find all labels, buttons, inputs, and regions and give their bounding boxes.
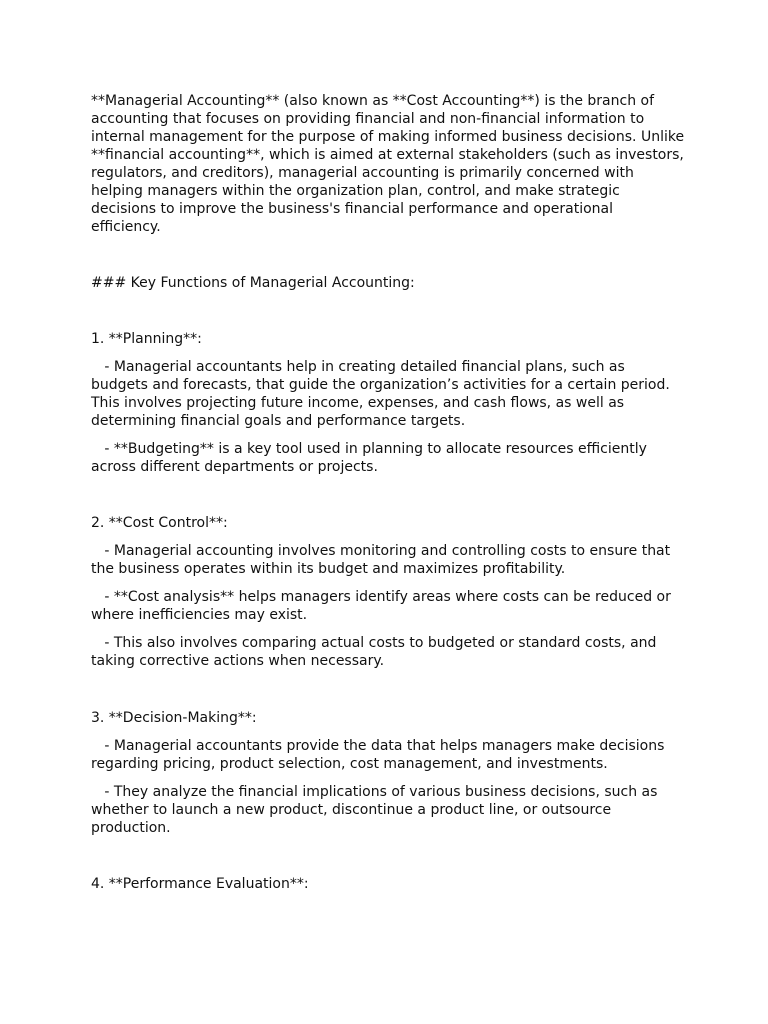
- list-item-bullet: - Managerial accountants provide the data that helps managers make decisions regarding pricing, product selection, cost management, and investments.: [91, 738, 669, 772]
- list-item-bullet: - This also involves comparing actual costs to budgeted or standard costs, and taking corrective actions when necessary.: [91, 635, 661, 669]
- list-item-bullet: - Managerial accounting involves monitoring and controlling costs to ensure that the business operates within its budget and maximizes profitability.: [91, 543, 675, 577]
- list-item-title-decision-making: 3. **Decision-Making**:: [91, 710, 257, 726]
- list-item-title-performance-evaluation: 4. **Performance Evaluation**:: [91, 876, 309, 892]
- list-item-bullet: - **Budgeting** is a key tool used in planning to allocate resources efficiently across different departments or projects.: [91, 441, 652, 475]
- list-item-title-planning: 1. **Planning**:: [91, 331, 202, 347]
- list-item-title-cost-control: 2. **Cost Control**:: [91, 515, 228, 531]
- list-item-bullet: - They analyze the financial implications of various business decisions, such as whether to launch a new product, discontinue a product line, or outsource production.: [91, 784, 662, 836]
- section-heading: ### Key Functions of Managerial Accounting:: [91, 275, 415, 291]
- list-item-bullet: - **Cost analysis** helps managers identify areas where costs can be reduced or where inefficiencies may exist.: [91, 589, 676, 623]
- intro-paragraph: **Managerial Accounting** (also known as **Cost Accounting**) is the branch of accounting that focuses on providing financial and non-financial information to internal management for the purpose of making informed business decisions. Unlike **financial accounting**, which is aimed at external stakeholders (such as investors, regulators, and creditors), managerial accounting is primarily concerned with helping managers within the organization plan, control, and make strategic decisions to improve the business's financial performance and operational efficiency.: [91, 93, 689, 235]
- list-item-bullet: - Managerial accountants help in creating detailed financial plans, such as budgets and forecasts, that guide the organization’s activities for a certain period. This involves projecting future income, expenses, and cash flows, as well as determining financial goals and performance targets.: [91, 359, 675, 429]
